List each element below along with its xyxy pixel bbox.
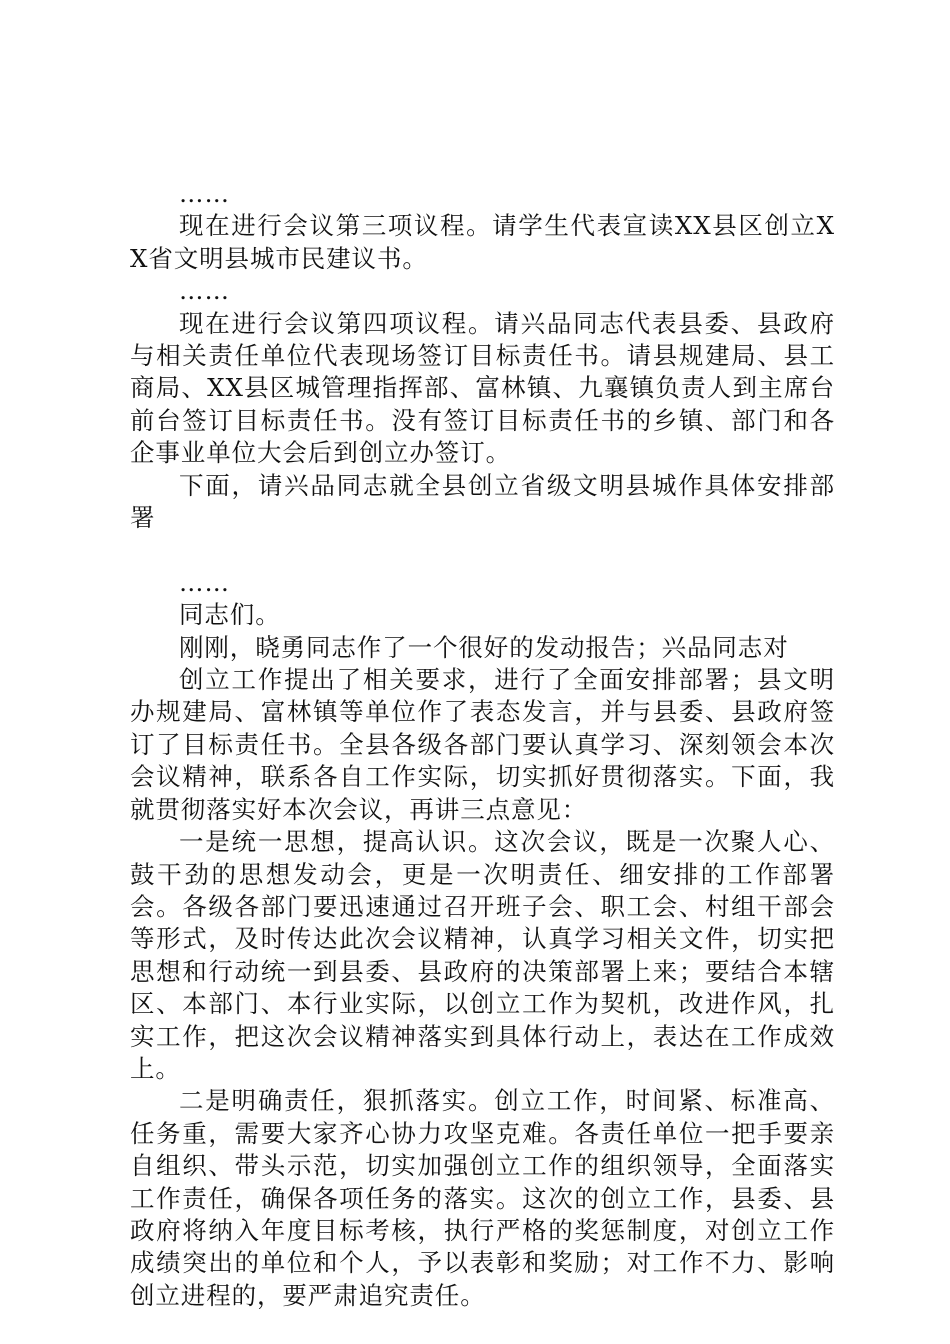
paragraph-summary: 创立工作提出了相关要求，进行了全面安排部署；县文明办规建局、富林镇等单位作了表态发言，并与县委、县政府签订了目标责任书。全县各级各部门要认真学习、深刻领会本次会议精神，联系各自工作实际，切实抓好贯彻落实。下面，我就贯彻落实好本次会议，再讲三点意见：: [130, 665, 835, 824]
blank-line: [130, 534, 835, 566]
paragraph-arrangement: 下面，请兴品同志就全县创立省级文明县城作具体安排部署: [130, 470, 835, 533]
paragraph-summary-intro: 刚刚，晓勇同志作了一个很好的发动报告；兴品同志对: [179, 632, 789, 662]
paragraph-salutation: 同志们。: [179, 600, 281, 630]
document-body: [130, 178, 835, 1312]
paragraph-point-1: 一是统一思想，提高认识。这次会议，既是一次聚人心、鼓干劲的思想发动会，更是一次明责任、细安排的工作部署会。各级各部门要迅速通过召开班子会、职工会、村组干部会等形式，及时传达此次会议精神，认真学习相关文件，切实把思想和行动统一到县委、县政府的决策部署上来；要结合本辖区、本部门、本行业实际，以创立工作为契机，改进作风，扎实工作，把这次会议精神落实到具体行动上，表达在工作成效上。: [130, 827, 835, 1083]
ellipsis-3: ……: [179, 567, 230, 597]
paragraph-agenda-3: 现在进行会议第三项议程。请学生代表宣读XX县区创立XX省文明县城市民建议书。: [130, 211, 835, 273]
ellipsis-1: ……: [179, 179, 230, 208]
paragraph-point-2: 二是明确责任，狠抓落实。创立工作，时间紧、标准高、任务重，需要大家齐心协力攻坚克难。各责任单位一把手要亲自组织、带头示范，切实加强创立工作的组织领导，全面落实工作责任，确保各项任务的落实。这次的创立工作，县委、县政府将纳入年度目标考核，执行严格的奖惩制度，对创立工作成绩突出的单位和个人，予以表彰和奖励；对工作不力、影响创立进程的，要严肃追究责任。: [130, 1086, 835, 1310]
paragraph-agenda-4: 现在进行会议第四项议程。请兴品同志代表县委、县政府与相关责任单位代表现场签订目标责任书。请县规建局、县工商局、XX县区城管理指挥部、富林镇、九襄镇负责人到主席台前台签订目标责任书。没有签订目标责任书的乡镇、部门和各企事业单位大会后到创立办签订。: [130, 308, 835, 468]
ellipsis-2: ……: [179, 276, 230, 306]
